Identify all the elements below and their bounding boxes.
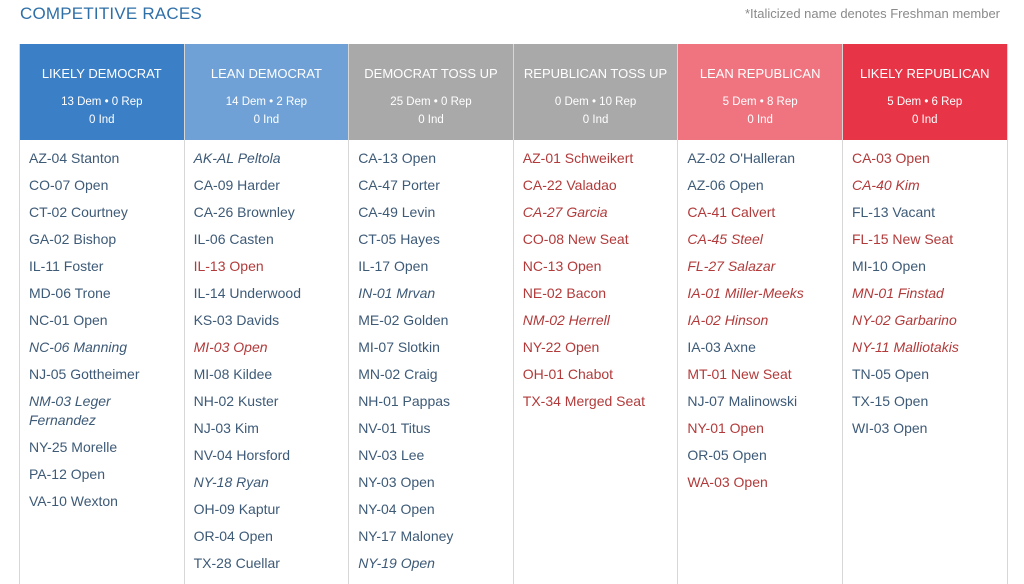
race-item: CA-09 Harder — [193, 177, 280, 193]
race-item: IN-01 Mrvan — [358, 285, 436, 301]
race-item: NY-17 Maloney — [358, 528, 454, 544]
column-counts: 5 Dem • 6 Rep — [887, 96, 963, 108]
race-item: CA-03 Open — [851, 150, 930, 166]
column-race-list — [514, 140, 678, 419]
race-item: CA-45 Steel — [687, 231, 763, 247]
column-ind-count: 0 Ind — [418, 114, 444, 126]
race-item: CA-41 Calvert — [687, 204, 776, 220]
column-header — [349, 44, 513, 140]
rating-column — [20, 44, 185, 584]
race-item: CA-22 Valadao — [522, 177, 617, 193]
column-counts: 5 Dem • 8 Rep — [722, 96, 798, 108]
race-item: IA-03 Axne — [687, 339, 756, 355]
race-item: NC-01 Open — [29, 312, 108, 328]
race-item: MI-03 Open — [193, 339, 268, 355]
column-header — [185, 44, 349, 140]
race-item: TX-34 Merged Seat — [522, 393, 645, 409]
race-item: TX-28 Cuellar — [193, 555, 280, 571]
race-item: NJ-05 Gottheimer — [29, 366, 140, 382]
race-item: WA-03 Open — [687, 474, 768, 490]
race-item: OR-05 Open — [687, 447, 767, 463]
race-item: NY-02 Garbarino — [851, 312, 957, 328]
rating-column — [514, 44, 679, 584]
race-item: IL-06 Casten — [193, 231, 274, 247]
column-header — [678, 44, 842, 140]
race-item: MI-07 Slotkin — [358, 339, 440, 355]
race-item: NC-13 Open — [522, 258, 602, 274]
race-item: PA-12 Open — [29, 466, 106, 482]
column-counts: 14 Dem • 2 Rep — [225, 96, 308, 108]
race-item: AK-AL Peltola — [193, 150, 281, 166]
column-title: LEAN REPUBLICAN — [699, 66, 821, 81]
column-ind-count: 0 Ind — [747, 114, 773, 126]
race-item: NY-01 Open — [687, 420, 764, 436]
race-item: MT-01 New Seat — [687, 366, 792, 382]
column-title: LEAN DEMOCRAT — [210, 66, 322, 81]
race-item: CO-08 New Seat — [522, 231, 629, 247]
race-item: MN-01 Finstad — [851, 285, 944, 301]
race-item: AZ-01 Schweikert — [522, 150, 634, 166]
race-item: IL-14 Underwood — [193, 285, 301, 301]
race-item: NC-06 Manning — [29, 339, 128, 355]
race-item: NM-02 Herrell — [522, 312, 610, 328]
race-item: NE-02 Bacon — [522, 285, 607, 301]
race-item: ME-02 Golden — [358, 312, 449, 328]
column-counts: 25 Dem • 0 Rep — [390, 96, 472, 108]
race-item: CA-49 Levin — [358, 204, 436, 220]
race-item: OH-01 Chabot — [522, 366, 614, 382]
race-item: IL-11 Foster — [29, 258, 104, 274]
race-item: CA-26 Brownley — [193, 204, 295, 220]
races-table — [19, 44, 1002, 584]
column-ind-count: 0 Ind — [89, 114, 115, 126]
race-item: NV-04 Horsford — [193, 447, 291, 463]
column-ind-count: 0 Ind — [253, 114, 280, 126]
column-race-list — [185, 140, 349, 581]
column-race-list — [20, 140, 184, 519]
column-race-list — [678, 140, 842, 500]
race-item: NH-02 Kuster — [193, 393, 279, 409]
race-item: MN-02 Craig — [358, 366, 438, 382]
race-item: CA-40 Kim — [851, 177, 920, 193]
column-header — [514, 44, 678, 140]
rating-column — [843, 44, 1008, 584]
race-item: NY-25 Morelle — [29, 439, 118, 455]
race-item: NM-03 Leger Fernandez — [29, 393, 111, 428]
race-item: VA-10 Wexton — [29, 493, 118, 509]
freshman-footnote: *Italicized name denotes Freshman member — [744, 6, 1000, 21]
race-item: NV-01 Titus — [358, 420, 431, 436]
race-item: TN-05 Open — [851, 366, 930, 382]
page-title: COMPETITIVE RACES — [20, 4, 202, 23]
race-item: TX-15 Open — [851, 393, 929, 409]
race-item: IA-02 Hinson — [687, 312, 769, 328]
race-item: AZ-06 Open — [687, 177, 764, 193]
race-item: NH-01 Pappas — [358, 393, 451, 409]
race-item: AZ-04 Stanton — [29, 150, 120, 166]
column-ind-count: 0 Ind — [582, 114, 609, 126]
column-race-list — [349, 140, 513, 581]
race-item: NY-03 Open — [358, 474, 435, 490]
race-item: NJ-07 Malinowski — [687, 393, 798, 409]
race-item: IL-17 Open — [358, 258, 429, 274]
race-item: GA-02 Bishop — [29, 231, 117, 247]
column-header — [20, 44, 184, 140]
column-title: LIKELY DEMOCRAT — [41, 66, 162, 81]
column-title: DEMOCRAT TOSS UP — [364, 66, 498, 81]
race-item: WI-03 Open — [851, 420, 928, 436]
race-item: AZ-02 O'Halleran — [687, 150, 796, 166]
race-item: CA-27 Garcia — [522, 204, 608, 220]
race-item: FL-15 New Seat — [851, 231, 954, 247]
column-ind-count: 0 Ind — [911, 114, 938, 126]
column-title: REPUBLICAN TOSS UP — [523, 66, 668, 81]
race-item: CT-05 Hayes — [358, 231, 440, 247]
race-item: FL-27 Salazar — [687, 258, 776, 274]
race-item: IL-13 Open — [193, 258, 264, 274]
race-item: CA-13 Open — [358, 150, 437, 166]
race-item: OR-04 Open — [193, 528, 273, 544]
race-item: MI-10 Open — [851, 258, 926, 274]
race-item: FL-13 Vacant — [851, 204, 935, 220]
race-item: IA-01 Miller-Meeks — [687, 285, 804, 301]
race-item: NY-19 Open — [358, 555, 435, 571]
race-item: NV-03 Lee — [358, 447, 425, 463]
race-item: MI-08 Kildee — [193, 366, 273, 382]
race-item: NY-18 Ryan — [193, 474, 269, 490]
column-race-list — [843, 140, 1007, 446]
column-title: LIKELY REPUBLICAN — [859, 66, 990, 81]
race-item: CT-02 Courtney — [29, 204, 128, 220]
race-item: OH-09 Kaptur — [193, 501, 280, 517]
race-item: MD-06 Trone — [29, 285, 111, 301]
race-item: NJ-03 Kim — [193, 420, 259, 436]
race-item: CA-47 Porter — [358, 177, 440, 193]
race-item: CO-07 Open — [29, 177, 109, 193]
race-item: NY-11 Malliotakis — [851, 339, 959, 355]
race-item: KS-03 Davids — [193, 312, 280, 328]
race-item: NY-04 Open — [358, 501, 435, 517]
column-header — [843, 44, 1007, 140]
column-counts: 13 Dem • 0 Rep — [61, 96, 143, 108]
rating-column — [349, 44, 514, 584]
column-counts: 0 Dem • 10 Rep — [554, 96, 637, 108]
race-item: NY-22 Open — [522, 339, 600, 355]
rating-column — [185, 44, 350, 584]
rating-column — [678, 44, 843, 584]
